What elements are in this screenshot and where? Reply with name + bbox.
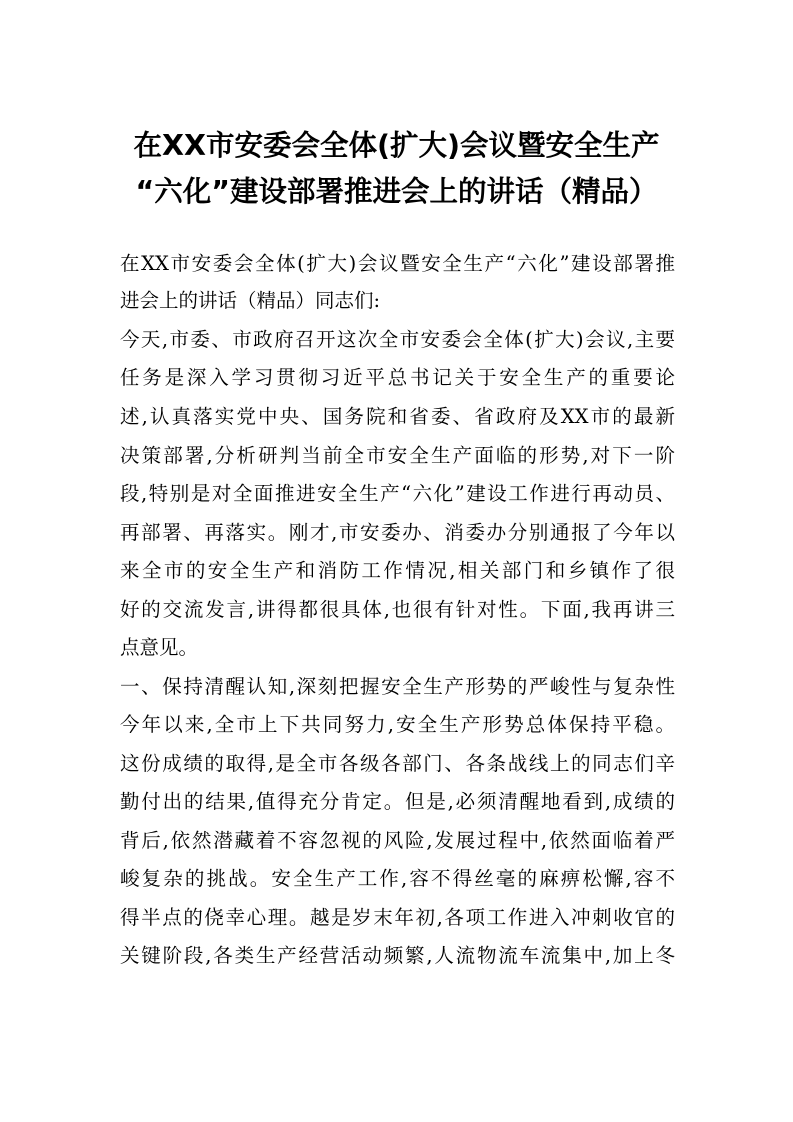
body-text-line: 峻复杂的挑战。安全生产工作,容不得丝毫的麻痹松懈,容不 (120, 867, 675, 890)
section-heading-line: 一、保持清醒认知,深刻把握安全生产形势的严峻性与复杂性 (120, 675, 675, 698)
body-text-line: 这份成绩的取得,是全市各级各部门、各条战线上的同志们辛 (120, 752, 675, 775)
body-text-line: 关键阶段,各类生产经营活动频繁,人流物流车流集中,加上冬 (120, 944, 675, 967)
body-text-line: 点意见。 (120, 636, 199, 659)
body-text-line: 在XX市安委会全体(扩大)会议暨安全生产“六化”建设部署推 (120, 252, 675, 275)
body-text-line: 今天,市委、市政府召开这次全市安委会全体(扩大)会议,主要 (120, 328, 675, 351)
body-text-line: 得半点的侥幸心理。越是岁末年初,各项工作进入冲刺收官的 (120, 906, 675, 929)
body-text-line: 任务是深入学习贯彻习近平总书记关于安全生产的重要论 (120, 366, 675, 389)
body-text-line: 勤付出的结果,值得充分肯定。但是,必须清醒地看到,成绩的 (120, 790, 675, 813)
body-text-line: 进会上的讲话（精品）同志们: (120, 289, 381, 312)
body-text-line: 段,特别是对全面推进安全生产“六化”建设工作进行再动员、 (120, 482, 675, 505)
body-text-line: 背后,依然潜藏着不容忽视的风险,发展过程中,依然面临着严 (120, 829, 675, 852)
body-text-line: 好的交流发言,讲得都很具体,也很有针对性。下面,我再讲三 (120, 598, 675, 621)
body-text-line: 决策部署,分析研判当前全市安全生产面临的形势,对下一阶 (120, 444, 675, 467)
body-text-line: 再部署、再落实。刚才,市安委办、消委办分别通报了今年以 (120, 521, 675, 544)
document-title-line-1: 在XX市安委会全体(扩大)会议暨安全生产 (133, 129, 660, 162)
document-title-line-2: “六化”建设部署推进会上的讲话（精品） (135, 175, 658, 208)
body-text-line: 述,认真落实党中央、国务院和省委、省政府及XX市的最新 (120, 405, 675, 428)
body-text-line: 今年以来,全市上下共同努力,安全生产形势总体保持平稳。 (120, 713, 675, 736)
body-text-line: 来全市的安全生产和消防工作情况,相关部门和乡镇作了很 (120, 559, 675, 582)
